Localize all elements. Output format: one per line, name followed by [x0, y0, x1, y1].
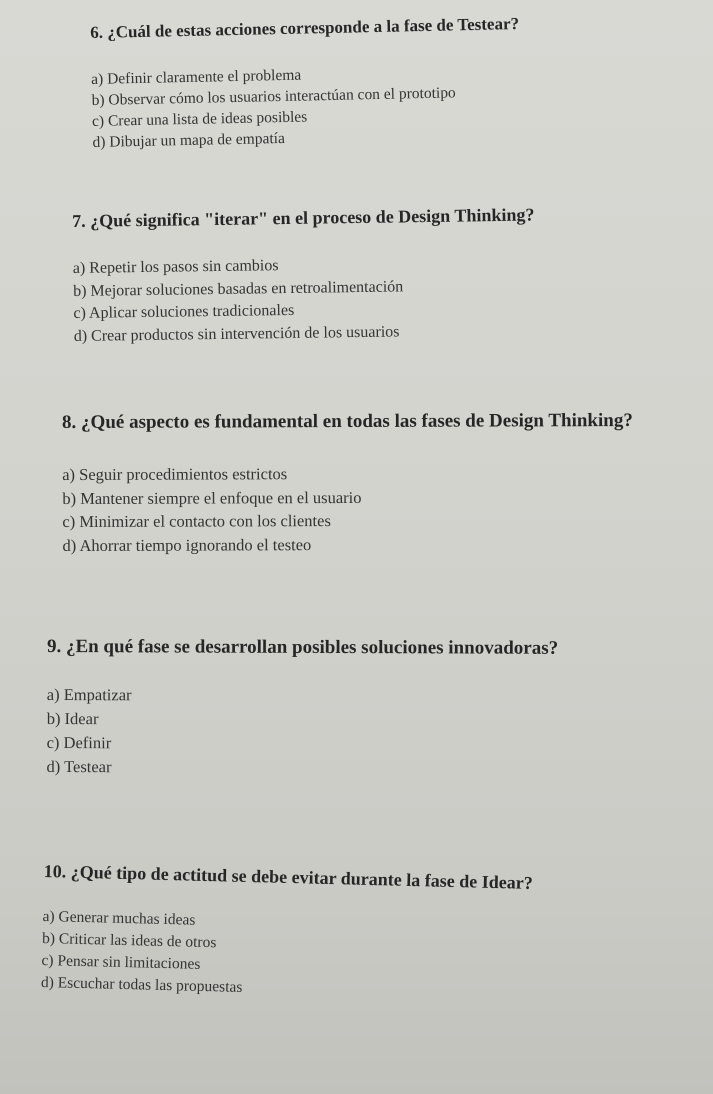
question-8-options	[62, 461, 707, 557]
question-7-number: 7.	[72, 210, 86, 231]
question-6	[90, 8, 713, 152]
question-6-options	[91, 55, 713, 152]
question-6-option-b: b) Observar cómo los usuarios interactúan con el prototipo	[91, 84, 456, 109]
question-8-title	[62, 410, 707, 434]
question-9-option-b: b) Idear	[46, 708, 99, 729]
question-9-option-a: a) Empatizar	[46, 684, 132, 705]
question-6-text: ¿Cuál de estas acciones corresponde a la fase de Testear?	[107, 14, 520, 42]
question-10-options	[41, 906, 688, 1010]
question-9-text: ¿En qué fase se desarrollan posibles soluciones innovadoras?	[65, 636, 559, 659]
question-9-option-c: c) Definir	[46, 732, 112, 753]
question-6-option-a: a) Definir claramente el problema	[91, 66, 302, 88]
question-7-option-d: d) Crear productos sin intervención de los usuarios	[73, 322, 400, 345]
question-7-option-b: b) Mejorar soluciones basadas en retroalimentación	[73, 277, 404, 300]
question-7-text: ¿Qué significa "iterar" en el proceso de Design Thinking?	[90, 204, 535, 231]
question-6-option-c: c) Crear una lista de ideas posibles	[91, 108, 308, 130]
question-7-options	[73, 249, 713, 348]
question-9-option-d: d) Testear	[46, 756, 112, 777]
question-9	[47, 636, 692, 781]
question-10-option-c: c) Pensar sin limitaciones	[41, 951, 201, 973]
question-10	[41, 860, 689, 1010]
question-8-number: 8.	[62, 411, 77, 433]
question-10-text: ¿Qué tipo de actitud se debe evitar durante la fase de Idear?	[70, 861, 533, 893]
question-6-option-d: d) Dibujar un mapa de empatía	[92, 129, 286, 151]
question-10-number: 10.	[43, 860, 67, 882]
question-9-options	[47, 683, 692, 781]
question-9-number: 9.	[46, 636, 62, 658]
question-10-option-b: b) Criticar las ideas de otros	[41, 929, 217, 952]
question-8-option-a: a) Seguir procedimientos estrictos	[62, 464, 288, 484]
question-7-option-c: c) Aplicar soluciones tradicionales	[73, 301, 295, 322]
question-10-option-d: d) Escuchar todas las propuestas	[40, 973, 243, 996]
question-6-title	[90, 8, 713, 44]
question-8-option-d: d) Ahorrar tiempo ignorando el testeo	[62, 534, 312, 555]
question-10-title	[43, 860, 688, 898]
question-7-option-a: a) Repetir los pasos sin cambios	[72, 257, 279, 277]
question-9-title	[47, 636, 692, 660]
question-8	[62, 410, 708, 557]
question-6-number: 6.	[90, 22, 104, 42]
question-8-option-b: b) Mantener siempre el enfoque en el usuario	[62, 487, 362, 508]
question-10-option-a: a) Generar muchas ideas	[42, 907, 196, 929]
question-8-text: ¿Qué aspecto es fundamental en todas las fases de Design Thinking?	[80, 410, 633, 433]
question-8-option-c: c) Minimizar el contacto con los clientes	[62, 511, 331, 531]
question-7-title	[72, 201, 713, 232]
question-7	[72, 201, 713, 348]
